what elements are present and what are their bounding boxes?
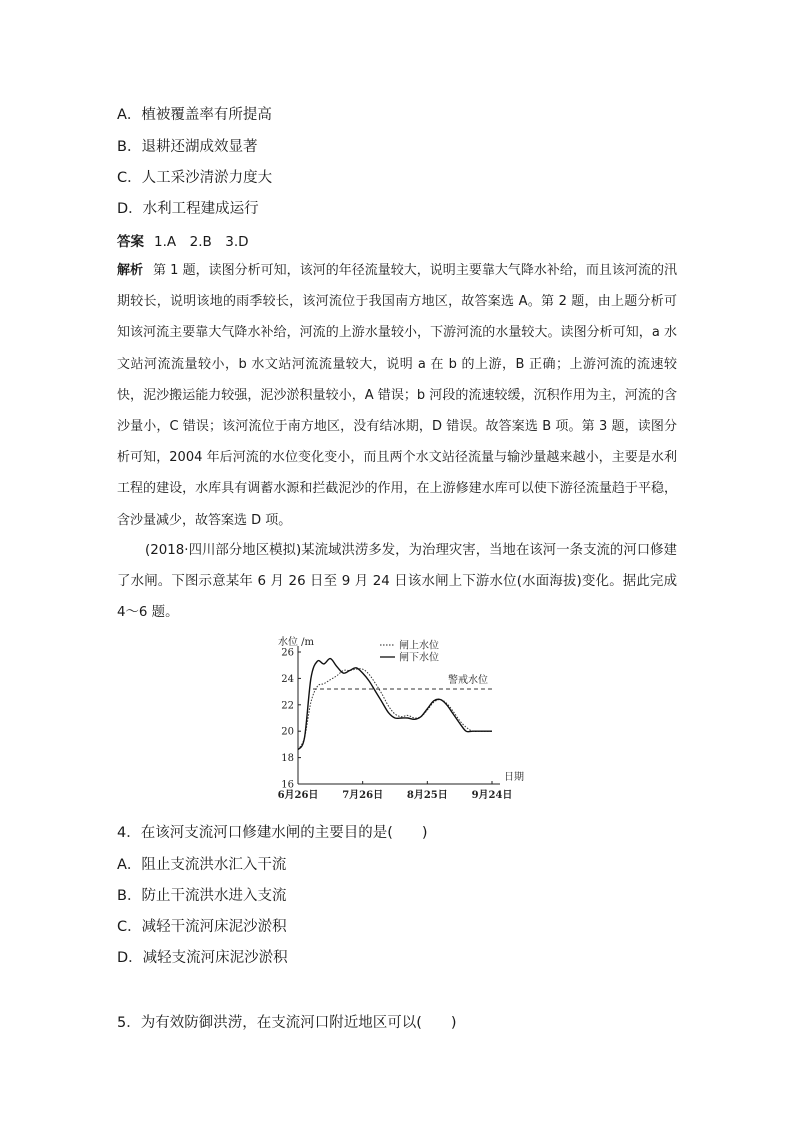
question-intro: (2018·四川部分地区模拟)某流域洪涝多发，为治理灾害，当地在该河一条支流的河口修建了水闸。下图示意某年 6 月 26 日至 9 月 24 日该水闸上下游水位(水面海拔)变化。据此完成 4～6 题。 bbox=[117, 543, 677, 620]
answer-line bbox=[117, 230, 249, 250]
q4-stem: 4．在该河支流河口修建水闸的主要目的是( ) bbox=[117, 825, 428, 841]
series-downstream-line bbox=[298, 659, 492, 750]
y-tick-label: 22 bbox=[281, 700, 294, 712]
analysis-paragraph bbox=[117, 255, 677, 536]
legend-upstream: 闸上水位 bbox=[399, 640, 439, 652]
analysis-label: 解析 bbox=[117, 263, 144, 278]
answer-label: 答案 bbox=[117, 234, 144, 250]
x-axis-label: 日期 bbox=[504, 772, 524, 783]
q4-option-b: B．防止干流洪水进入支流 bbox=[117, 888, 287, 904]
analysis-text: 第 1 题，读图分析可知，该河的年径流量较大，说明主要靠大气降水补给，而且该河流的汛期较长，说明该地的雨季较长，该河流位于我国南方地区，故答案选 A。第 2 题，由上题分析可知该河流主要靠大气降水补给，河流的上游水量较小，下游河流的水量较大。读图分析可知，a 水文站河流流量较小，b 水文站河流流量较大，说明 a 在 b 的上游，B 正确；上游河流的流速较快，泥沙搬运能力较强，泥沙淤积量较小，A 错误；b 河段的流速较缓，沉积作用为主，河流的含沙量小，C 错误；该河流位于南方地区，没有结冰期，D 错误。故答案选 B 项。第 3 题，读图分析可知，2004 年后河流的水位变化变小，而且两个水文站径流量与输沙量越来越小，主要是水利工程的建设，水库具有调蓄水源和拦截泥沙的作用，在上游修建水库可以使下游径流量趋于平稳，含沙量减少，故答案选 D 项。 bbox=[117, 263, 677, 528]
y-tick-label: 18 bbox=[281, 753, 294, 765]
x-tick-label: 8月25日 bbox=[406, 790, 448, 801]
answer-text: 1.A 2.B 3.D bbox=[154, 234, 249, 250]
q4-option-a: A．阻止支流洪水汇入干流 bbox=[117, 857, 287, 873]
chart-axes bbox=[298, 646, 500, 784]
y-axis-label: 水位 /m bbox=[278, 637, 315, 648]
y-tick-label: 20 bbox=[281, 726, 294, 738]
q5-stem: 5．为有效防御洪涝，在支流河口附近地区可以( ) bbox=[117, 1015, 457, 1031]
legend-downstream: 闸下水位 bbox=[399, 652, 439, 664]
water-level-chart bbox=[270, 632, 530, 812]
x-tick-label: 9月24日 bbox=[471, 790, 513, 801]
warning-level-label: 警戒水位 bbox=[448, 674, 488, 686]
option-b-prev: B．退耕还湖成效显著 bbox=[117, 139, 258, 155]
y-tick-label: 24 bbox=[281, 673, 294, 685]
q4-option-c: C．减轻干流河床泥沙淤积 bbox=[117, 919, 287, 935]
option-c-prev: C．人工采沙清淤力度大 bbox=[117, 170, 273, 186]
x-tick-label: 7月26日 bbox=[342, 790, 384, 801]
x-tick-label: 6月26日 bbox=[277, 790, 319, 801]
y-tick-label: 16 bbox=[281, 779, 294, 791]
option-a-prev: A．植被覆盖率有所提高 bbox=[117, 107, 272, 123]
q4-option-d: D．减轻支流河床泥沙淤积 bbox=[117, 950, 288, 966]
option-d-prev: D．水利工程建成运行 bbox=[117, 201, 259, 217]
y-tick-label: 26 bbox=[281, 647, 294, 659]
